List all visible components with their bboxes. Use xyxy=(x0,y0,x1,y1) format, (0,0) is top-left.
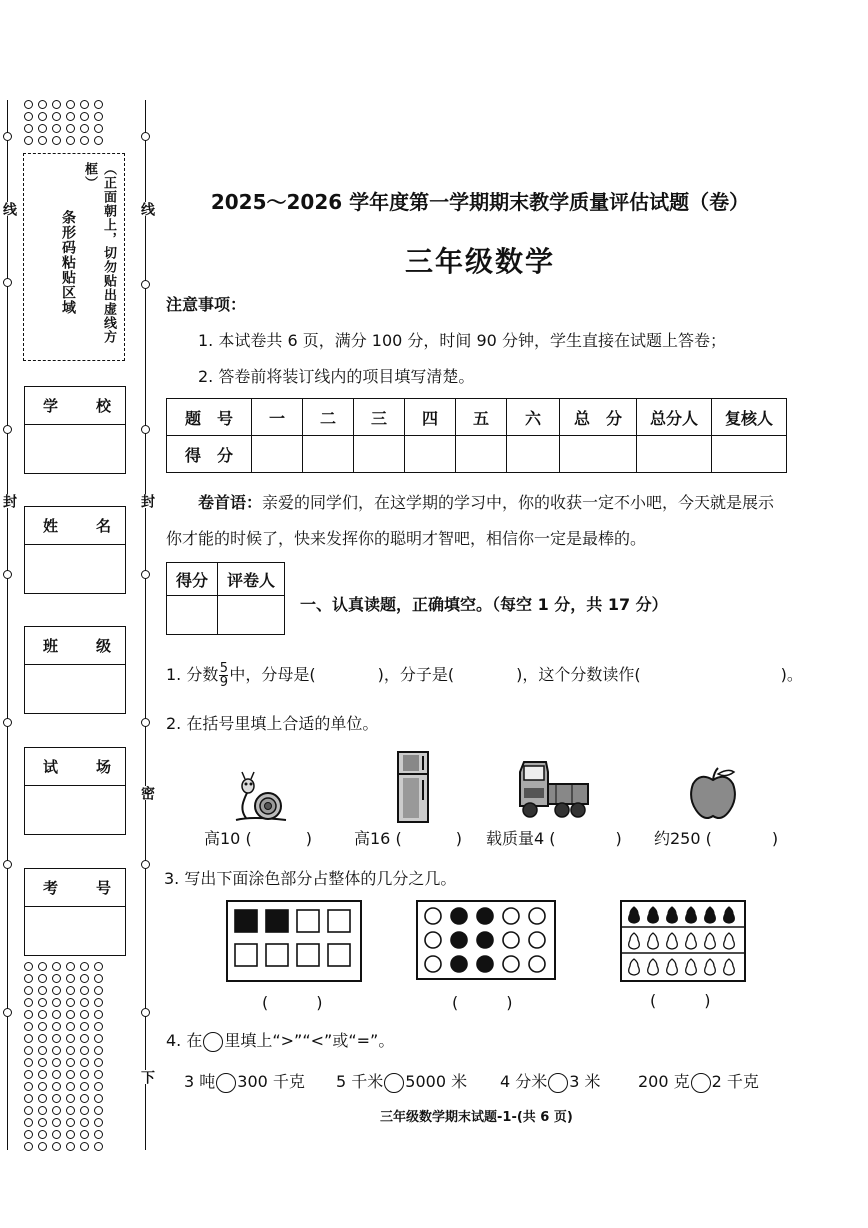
perforation-dot xyxy=(66,1058,75,1067)
perforation-dot xyxy=(94,986,103,995)
perforation-dot xyxy=(24,974,33,983)
empty-square xyxy=(297,910,319,932)
perforation-dot xyxy=(38,962,47,971)
perforation-dot xyxy=(24,124,33,133)
q4-right: 300 千克 xyxy=(237,1072,305,1091)
score-header: 二 xyxy=(303,399,354,436)
perforation-dot xyxy=(52,1142,61,1151)
q3-answer[interactable]: ( ) xyxy=(650,991,711,1010)
binding-ring xyxy=(141,718,150,727)
empty-circle xyxy=(503,932,519,948)
shaded-circle xyxy=(451,932,467,948)
field-label: 场 xyxy=(95,758,111,776)
empty-square xyxy=(235,944,257,966)
empty-circle xyxy=(529,908,545,924)
perforation-dot xyxy=(24,100,33,109)
q4-item xyxy=(336,1069,467,1093)
score-cell[interactable] xyxy=(637,436,712,473)
score-cell[interactable] xyxy=(712,436,787,473)
q4-prompt: 4. 在 xyxy=(166,1031,203,1050)
field-label: 校 xyxy=(95,397,111,415)
perforation-dot xyxy=(52,1046,61,1055)
perforation-dot xyxy=(24,1010,33,1019)
perforation-dot xyxy=(66,1106,75,1115)
q4-left: 200 克 xyxy=(638,1072,690,1091)
perforation-dot xyxy=(94,100,103,109)
perforation-dot xyxy=(38,1106,47,1115)
shaded-circle xyxy=(477,908,493,924)
binding-line-left xyxy=(7,100,8,1150)
perforation-dot xyxy=(52,124,61,133)
perforation-dot xyxy=(66,962,75,971)
question-1 xyxy=(166,662,803,689)
perforation-dot xyxy=(24,962,33,971)
perforation-dot xyxy=(38,1046,47,1055)
perforation-dot xyxy=(94,1034,103,1043)
binding-ring xyxy=(141,280,150,289)
school-field[interactable] xyxy=(24,386,126,474)
margin-label-below: 下 xyxy=(139,1070,155,1084)
perforation-dot xyxy=(38,974,47,983)
margin-label-line: 线 xyxy=(139,202,155,216)
score-header: 五 xyxy=(456,399,507,436)
perforation-dot xyxy=(66,1082,75,1091)
binding-ring xyxy=(141,132,150,141)
perforation-dot xyxy=(66,998,75,1007)
perforation-dot xyxy=(52,112,61,121)
perforation-dot xyxy=(94,962,103,971)
perforation-dot xyxy=(38,1094,47,1103)
binding-ring xyxy=(3,570,12,579)
perforation-dot xyxy=(66,1070,75,1079)
empty-circle xyxy=(529,932,545,948)
perforation-dot xyxy=(94,1106,103,1115)
q2-item-snail xyxy=(204,826,312,849)
perforation-dots-top xyxy=(24,100,108,148)
perforation-dot xyxy=(52,136,61,145)
empty-circle xyxy=(503,956,519,972)
q1-text: 中，分母是( xyxy=(229,665,316,684)
perforation-dot xyxy=(80,1034,89,1043)
perforation-dot xyxy=(38,1058,47,1067)
perforation-dot xyxy=(66,1142,75,1151)
pears-figure xyxy=(620,900,746,982)
q4-right: 5000 米 xyxy=(405,1072,468,1091)
grader-name-cell[interactable] xyxy=(218,596,285,635)
perforation-dot xyxy=(38,986,47,995)
q4-left: 3 吨 xyxy=(184,1072,216,1091)
q2-item-close: ) xyxy=(615,829,622,848)
q3-answer[interactable]: ( ) xyxy=(262,993,323,1012)
perforation-dot xyxy=(66,1094,75,1103)
perforation-dot xyxy=(80,1010,89,1019)
squares-figure xyxy=(226,900,362,982)
perforation-dot xyxy=(52,1082,61,1091)
field-label: 学 xyxy=(43,397,59,415)
perforation-dot xyxy=(24,1094,33,1103)
perforation-dot xyxy=(24,998,33,1007)
binding-ring xyxy=(141,1008,150,1017)
exam-room-input[interactable] xyxy=(25,786,125,834)
perforation-dot xyxy=(24,1130,33,1139)
apple-icon xyxy=(688,766,738,822)
field-label: 考 xyxy=(43,879,59,897)
perforation-dot xyxy=(24,136,33,145)
perforation-dot xyxy=(80,962,89,971)
empty-circle xyxy=(503,908,519,924)
perforation-dot xyxy=(38,1142,47,1151)
grader-score-label: 得分 xyxy=(167,563,218,596)
binding-ring xyxy=(141,425,150,434)
q2-item-text: 高10 ( xyxy=(204,829,252,848)
score-row-label: 得 分 xyxy=(167,436,252,473)
notes-heading: 注意事项： xyxy=(166,295,247,314)
shaded-square xyxy=(235,910,257,932)
name-input[interactable] xyxy=(25,545,125,593)
fraction-denominator: 9 xyxy=(219,675,228,690)
perforation-dot xyxy=(80,112,89,121)
compare-input[interactable] xyxy=(384,1073,404,1093)
perforation-dot xyxy=(80,1118,89,1127)
q2-item-close: ) xyxy=(455,829,462,848)
perforation-dot xyxy=(94,1022,103,1031)
perforation-dot xyxy=(94,1130,103,1139)
q2-item-text: 载质量4 ( xyxy=(486,829,556,848)
perforation-dot xyxy=(80,136,89,145)
compare-circle-icon xyxy=(203,1032,223,1052)
q4-item xyxy=(500,1069,601,1093)
field-label: 级 xyxy=(95,637,111,655)
shaded-circle xyxy=(451,908,467,924)
perforation-dot xyxy=(66,1034,75,1043)
perforation-dot xyxy=(38,1034,47,1043)
perforation-dot xyxy=(80,1130,89,1139)
q1-text: )。 xyxy=(780,665,803,684)
field-label: 姓 xyxy=(43,517,59,535)
name-field[interactable] xyxy=(24,506,126,594)
perforation-dot xyxy=(94,136,103,145)
perforation-dot xyxy=(80,974,89,983)
empty-square xyxy=(328,944,350,966)
q1-text: )，分子是( xyxy=(377,665,455,684)
perforation-dot xyxy=(66,136,75,145)
q2-item-truck xyxy=(486,826,622,849)
exam-number-input[interactable] xyxy=(25,907,125,955)
empty-square xyxy=(328,910,350,932)
perforation-dot xyxy=(80,1058,89,1067)
perforation-dot xyxy=(94,1142,103,1151)
perforation-dot xyxy=(38,112,47,121)
score-header: 三 xyxy=(354,399,405,436)
compare-input[interactable] xyxy=(548,1073,568,1093)
perforation-dot xyxy=(52,1118,61,1127)
perforation-dot xyxy=(38,1070,47,1079)
q2-item-fridge xyxy=(354,826,462,849)
perforation-dot xyxy=(52,974,61,983)
score-table xyxy=(166,398,787,473)
perforation-dot xyxy=(94,1094,103,1103)
exam-title: 2025～2026 学年度第一学期期末教学质量评估试题（卷） xyxy=(210,190,750,214)
perforation-dot xyxy=(38,1010,47,1019)
score-cell[interactable] xyxy=(405,436,456,473)
grader-score-cell[interactable] xyxy=(167,596,218,635)
perforation-dot xyxy=(38,998,47,1007)
binding-ring xyxy=(3,132,12,141)
perforation-dot xyxy=(94,1010,103,1019)
perforation-dot xyxy=(94,1070,103,1079)
fraction xyxy=(219,662,228,689)
perforation-dot xyxy=(66,124,75,133)
note-item: 1. 本试卷共 6 页，满分 100 分，时间 90 分钟，学生直接在试题上答卷； xyxy=(198,331,726,350)
class-input[interactable] xyxy=(25,665,125,713)
perforation-dot xyxy=(24,1070,33,1079)
field-label: 号 xyxy=(95,879,111,897)
q2-item-apple xyxy=(654,826,778,849)
perforation-dot xyxy=(24,986,33,995)
binding-ring xyxy=(3,1008,12,1017)
empty-circle xyxy=(529,956,545,972)
perforation-dot xyxy=(52,1034,61,1043)
field-label: 名 xyxy=(95,517,111,535)
perforation-dot xyxy=(24,1022,33,1031)
perforation-dot xyxy=(94,112,103,121)
page-footer: 三年级数学期末试题-1-(共 6 页) xyxy=(380,1110,573,1125)
perforation-dot xyxy=(66,1130,75,1139)
class-field[interactable] xyxy=(24,626,126,714)
perforation-dot xyxy=(80,1022,89,1031)
q4-left: 5 千米 xyxy=(336,1072,384,1091)
perforation-dot xyxy=(52,1058,61,1067)
perforation-dot xyxy=(66,974,75,983)
perforation-dot xyxy=(80,1070,89,1079)
perforation-dot xyxy=(52,962,61,971)
score-cell[interactable] xyxy=(303,436,354,473)
perforation-dot xyxy=(94,974,103,983)
score-header: 总分人 xyxy=(637,399,712,436)
perforation-dot xyxy=(80,100,89,109)
perforation-dot xyxy=(80,1046,89,1055)
perforation-dot xyxy=(66,1022,75,1031)
snail-icon xyxy=(232,770,290,828)
perforation-dot xyxy=(24,1082,33,1091)
perforation-dot xyxy=(94,124,103,133)
empty-circle xyxy=(425,956,441,972)
score-header: 题 号 xyxy=(167,399,252,436)
perforation-dot xyxy=(24,112,33,121)
perforation-dot xyxy=(38,1118,47,1127)
perforation-dot xyxy=(80,998,89,1007)
binding-ring xyxy=(3,718,12,727)
score-header: 一 xyxy=(252,399,303,436)
q4-left: 4 分米 xyxy=(500,1072,548,1091)
shaded-circle xyxy=(451,956,467,972)
preface-line: 你才能的时候了，快来发挥你的聪明才智吧，相信你一定是最棒的。 xyxy=(166,529,647,548)
q2-item-close: ) xyxy=(771,829,779,848)
perforation-dot xyxy=(52,998,61,1007)
shaded-circle xyxy=(477,932,493,948)
perforation-dot xyxy=(38,100,47,109)
margin-label-seal: 封 xyxy=(139,494,155,508)
compare-input[interactable] xyxy=(216,1073,236,1093)
empty-square xyxy=(297,944,319,966)
perforation-dot xyxy=(94,1118,103,1127)
score-header: 四 xyxy=(405,399,456,436)
perforation-dot xyxy=(52,1022,61,1031)
perforation-dot xyxy=(24,1046,33,1055)
q1-text: )，这个分数读作( xyxy=(516,665,641,684)
q3-answer[interactable]: ( ) xyxy=(452,993,513,1012)
question-2: 2. 在括号里填上合适的单位。 xyxy=(166,714,379,733)
field-label: 试 xyxy=(43,758,59,776)
perforation-dot xyxy=(24,1058,33,1067)
score-header: 六 xyxy=(507,399,560,436)
perforation-dot xyxy=(24,1142,33,1151)
perforation-dot xyxy=(80,986,89,995)
exam-number-field[interactable] xyxy=(24,868,126,956)
q4-item xyxy=(184,1069,305,1093)
q4-prompt: 里填上“>”“<”或“=”。 xyxy=(224,1031,395,1050)
barcode-note: （正面朝上，切勿贴出虚线方框） xyxy=(82,162,116,344)
perforation-dot xyxy=(66,1118,75,1127)
perforation-dot xyxy=(66,1010,75,1019)
score-header: 复核人 xyxy=(712,399,787,436)
perforation-dot xyxy=(66,986,75,995)
perforation-dot xyxy=(94,1058,103,1067)
binding-ring xyxy=(3,860,12,869)
perforation-dot xyxy=(80,1082,89,1091)
exam-room-field[interactable] xyxy=(24,747,126,835)
q4-item xyxy=(638,1069,759,1093)
empty-circle xyxy=(425,908,441,924)
perforation-dot xyxy=(24,1106,33,1115)
note-item: 2. 答卷前将装订线内的项目填写清楚。 xyxy=(198,367,475,386)
shaded-square xyxy=(266,910,288,932)
perforation-dot xyxy=(80,1142,89,1151)
perforation-dot xyxy=(94,1082,103,1091)
perforation-dot xyxy=(66,112,75,121)
perforation-dot xyxy=(66,100,75,109)
binding-ring xyxy=(3,425,12,434)
binding-ring xyxy=(3,278,12,287)
perforation-dot xyxy=(52,1070,61,1079)
q1-prefix: 1. 分数 xyxy=(166,665,219,684)
binding-line-right xyxy=(145,100,146,1150)
subject-title: 三年级数学 xyxy=(404,245,555,278)
perforation-dot xyxy=(66,1046,75,1055)
perforation-dot xyxy=(38,1130,47,1139)
perforation-dot xyxy=(94,1046,103,1055)
perforation-dot xyxy=(52,1094,61,1103)
score-cell[interactable] xyxy=(560,436,637,473)
q2-item-text: 高16 ( xyxy=(354,829,402,848)
empty-square xyxy=(266,944,288,966)
compare-input[interactable] xyxy=(691,1073,711,1093)
grader-name-label: 评卷人 xyxy=(218,563,285,596)
perforation-dot xyxy=(38,1022,47,1031)
q2-item-close: ) xyxy=(305,829,312,848)
binding-ring xyxy=(141,860,150,869)
barcode-label: 条形码粘贴区域 xyxy=(60,210,76,315)
perforation-dot xyxy=(52,100,61,109)
fraction-numerator: 5 xyxy=(219,661,228,676)
truck-icon xyxy=(516,758,592,820)
preface-line xyxy=(198,490,774,513)
score-cell[interactable] xyxy=(354,436,405,473)
perforation-dot xyxy=(38,124,47,133)
perforation-dot xyxy=(38,136,47,145)
circles-figure xyxy=(416,900,556,980)
perforation-dot xyxy=(80,1106,89,1115)
section-title: 一、认真读题，正确填空。（每空 1 分，共 17 分） xyxy=(300,595,668,614)
perforation-dot xyxy=(52,1010,61,1019)
margin-label-seal: 封 xyxy=(1,494,17,508)
perforation-dot xyxy=(24,1034,33,1043)
perforation-dot xyxy=(80,124,89,133)
perforation-dot xyxy=(52,1106,61,1115)
q4-right: 3 米 xyxy=(569,1072,601,1091)
shaded-circle xyxy=(477,956,493,972)
perforation-dot xyxy=(52,986,61,995)
barcode-area xyxy=(23,153,125,361)
preface-text: 亲爱的同学们，在这学期的学习中，你的收获一定不小吧，今天就是展示 xyxy=(262,493,775,512)
perforation-dot xyxy=(24,1118,33,1127)
margin-label-line: 线 xyxy=(1,202,17,216)
binding-ring xyxy=(141,570,150,579)
empty-circle xyxy=(425,932,441,948)
score-header: 总 分 xyxy=(560,399,637,436)
perforation-dot xyxy=(80,1094,89,1103)
score-cell[interactable] xyxy=(456,436,507,473)
grader-box xyxy=(166,562,285,635)
perforation-dot xyxy=(38,1082,47,1091)
question-4 xyxy=(166,1028,394,1052)
preface-label: 卷首语： xyxy=(198,493,263,512)
q4-right: 2 千克 xyxy=(711,1072,759,1091)
q2-item-text: 约250 ( xyxy=(654,829,712,848)
refrigerator-icon xyxy=(396,750,430,824)
perforation-dot xyxy=(52,1130,61,1139)
score-cell[interactable] xyxy=(507,436,560,473)
perforation-dots-bottom xyxy=(24,962,108,1154)
score-cell[interactable] xyxy=(252,436,303,473)
question-3: 3. 写出下面涂色部分占整体的几分之几。 xyxy=(164,869,457,888)
school-input[interactable] xyxy=(25,425,125,473)
field-label: 班 xyxy=(43,637,59,655)
margin-label-secret: 密 xyxy=(139,786,155,800)
perforation-dot xyxy=(94,998,103,1007)
